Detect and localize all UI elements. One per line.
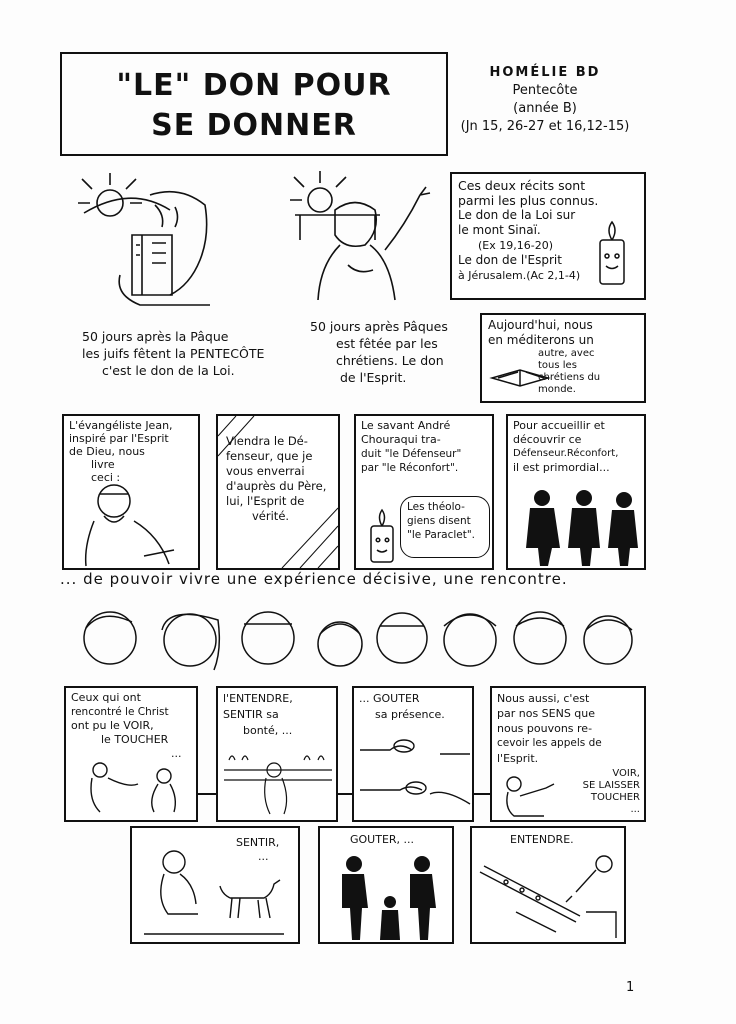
header-block [430, 64, 660, 136]
caption-left-line: c'est le don de la Loi. [102, 363, 235, 378]
today-line: Aujourd'hui, nous [488, 318, 593, 332]
silhouette-line: Pour accueillir et [513, 419, 605, 432]
panel-text-line: de Dieu, nous [69, 445, 145, 458]
met-christ-line: rencontré le Christ [71, 706, 169, 718]
chouraqui-line: duit "le Défenseur" [361, 448, 462, 460]
chouraqui-line: Le savant André [361, 419, 451, 432]
panel-connector-lines [198, 788, 498, 800]
us-too-line: par nos SENS que [497, 707, 596, 720]
panel-silhouettes [506, 414, 646, 570]
panel-text-line: inspiré par l'Esprit [69, 432, 169, 445]
candle-character-icon [366, 508, 398, 564]
quote-line: lui, l'Esprit de [226, 494, 305, 508]
evangelist-drawing [74, 476, 194, 566]
header-year: (année B) [513, 101, 577, 116]
see-touch-block [562, 768, 640, 816]
header-feast: Pentecôte [512, 83, 578, 98]
header-ref: (Jn 15, 26-27 et 16,12-15) [460, 119, 630, 134]
page-number: 1 [626, 980, 635, 995]
intro-line: (Ex 19,16-20) [478, 239, 553, 252]
caption-left-line: 50 jours après la Pâque [82, 329, 229, 344]
us-too-line: nous pouvons re- [497, 722, 593, 735]
panel-evangelist [62, 414, 200, 570]
us-too-line: Nous aussi, c'est [497, 692, 590, 705]
listen-label: ENTENDRE. [510, 833, 574, 846]
us-too-line: l'Esprit. [497, 752, 539, 765]
silhouette-line: découvrir ce [513, 433, 582, 446]
panel-smell [130, 826, 300, 944]
panel-taste [352, 686, 474, 822]
caption-left-line: les juifs fêtent la PENTECÔTE [82, 346, 265, 361]
today-line: monde. [538, 384, 576, 395]
panel-text-line: livre [91, 458, 115, 471]
panel-quote [216, 414, 340, 570]
intro-line: parmi les plus connus. [458, 193, 599, 208]
person-with-bird-drawing [498, 774, 568, 818]
met-christ-line: le TOUCHER [101, 733, 169, 746]
moses-tablets-drawing [70, 165, 250, 315]
smell-line: SENTIR, [236, 836, 280, 849]
flute-and-microphone-drawing [476, 852, 622, 942]
hear-line: l'ENTENDRE, [223, 692, 293, 705]
intro-line: le mont Sinaï. [458, 223, 541, 237]
bubble-line: "le Paraclet". [407, 529, 476, 541]
crowd-drawing [224, 750, 332, 816]
met-christ-line: ont pu le VOIR, [71, 719, 154, 732]
bubble-line: giens disent [407, 515, 471, 527]
today-line: autre, avec [538, 348, 595, 359]
caption-right-line: de l'Esprit. [340, 370, 407, 385]
title-line-2: SE DONNER [151, 108, 357, 143]
caption-right [310, 318, 480, 386]
intro-line: à Jérusalem.(Ac 2,1-4) [458, 269, 581, 282]
us-too-line: cevoir les appels de [497, 737, 602, 749]
chouraqui-line: par "le Réconfort". [361, 462, 459, 474]
taste-line: ... GOUTER [359, 692, 420, 705]
panel-taste-2 [318, 826, 454, 944]
candle-character-icon [592, 218, 632, 288]
header-kind: HOMÉLIE BD [489, 65, 601, 80]
quote-line: fenseur, que je [226, 449, 313, 463]
today-line: en méditerons un [488, 333, 594, 347]
open-book-icon [490, 360, 550, 390]
caption-right-line: 50 jours après Pâques [310, 319, 448, 334]
theologians-bubble [400, 496, 490, 558]
caption-left [82, 328, 292, 379]
panel-text-line: ceci : [91, 471, 121, 484]
panel-text-line: L'évangéliste Jean, [69, 419, 173, 432]
smell-line: ... [258, 850, 269, 863]
today-line: tous les [538, 360, 577, 371]
taste-line: sa présence. [375, 708, 445, 721]
taste2-label: GOUTER, ... [350, 833, 415, 846]
see-touch-line: VOIR, [612, 768, 640, 779]
quote-line: vous enverrai [226, 464, 305, 478]
healing-scene-drawing [78, 760, 188, 815]
intro-line: Ces deux récits sont [458, 178, 586, 193]
bread-sharing-drawing [360, 730, 470, 816]
met-christ-line: ... [171, 747, 182, 760]
panel-hear [216, 686, 338, 822]
panel-us-too [490, 686, 646, 822]
hear-line: SENTIR sa [223, 708, 279, 721]
panel-met-christ [64, 686, 198, 822]
today-line: chrétiens du [538, 372, 601, 383]
met-christ-line: Ceux qui ont [71, 691, 141, 704]
hear-line: bonté, ... [243, 724, 293, 737]
bubble-line: Les théolo- [407, 501, 465, 513]
silhouette-line: il est primordial... [513, 461, 610, 474]
three-figures-drawing [512, 488, 642, 568]
quote-line: Viendra le Dé- [226, 434, 308, 448]
toast-silhouettes-drawing [330, 856, 446, 942]
quote-line: d'auprès du Père, [226, 479, 327, 493]
chouraqui-line: Chouraqui tra- [361, 433, 441, 446]
faces-row-drawing [72, 600, 652, 680]
panel-chouraqui [354, 414, 494, 570]
caption-right-line: chrétiens. Le don [336, 353, 444, 368]
intro-line: Le don de la Loi sur [458, 208, 576, 222]
see-touch-line: ... [630, 804, 640, 815]
quote-line: vérité. [252, 509, 290, 523]
panel-listen [470, 826, 626, 944]
dog-and-man-drawing [140, 842, 290, 938]
see-touch-line: SE LAISSER [582, 780, 640, 791]
encounter-caption: ... de pouvoir vivre une expérience décisive, une rencontre. [60, 570, 568, 588]
title-box [60, 52, 448, 156]
silhouette-line: Défenseur.Réconfort, [513, 448, 619, 459]
title-line-1: "LE" DON POUR [116, 68, 392, 103]
apostle-drawing [280, 165, 460, 315]
caption-right-line: est fêtée par les [336, 336, 438, 351]
intro-line: Le don de l'Esprit [458, 253, 562, 267]
see-touch-line: TOUCHER [590, 792, 640, 803]
